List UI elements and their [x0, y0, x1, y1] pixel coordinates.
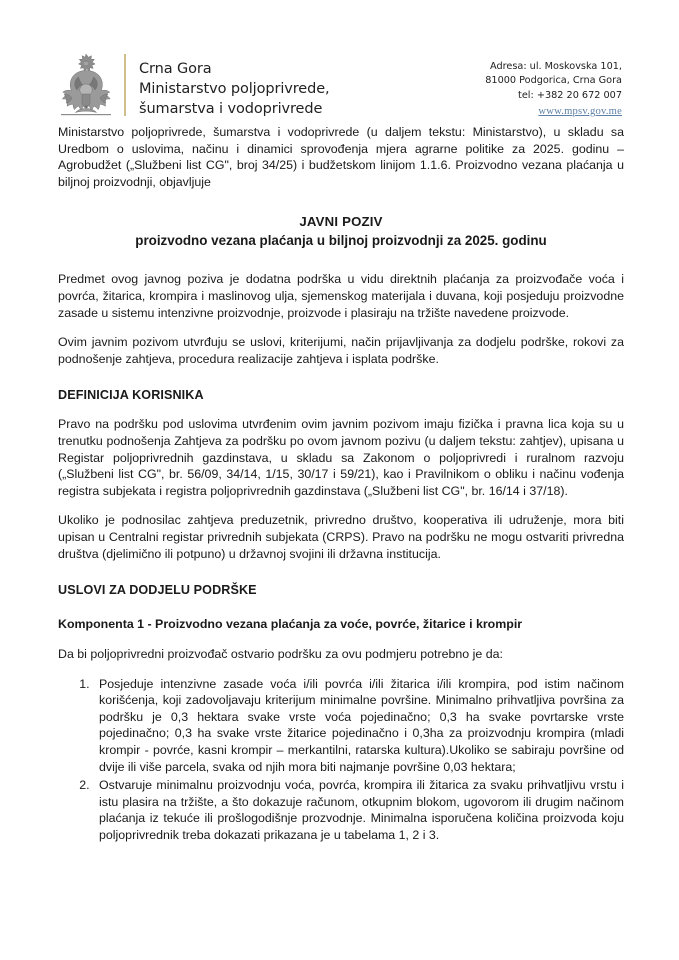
address-line-1: Adresa: ul. Moskovska 101, [490, 61, 622, 72]
ministry-line-1: Ministarstvo poljoprivrede, [139, 80, 330, 97]
heading-user-definition: DEFINICIJA KORISNIKA [58, 388, 204, 403]
requirements-lead-in: Da bi poljoprivredni proizvođač ostvario podršku za ovu podmjeru potrebno je da: [58, 647, 503, 662]
page-subtitle: proizvodno vezana plaćanja u biljnoj proizvodnji za 2025. godinu [135, 233, 547, 249]
scope-paragraph: Ovim javnim pozivom utvrđuju se uslovi, kriterijumi, način prijavljivanja za dodjelu podrške, rokovi za podnošenje zahtjeva, procedura realizacije zahtjeva i isplata podrške. [58, 335, 624, 366]
brand-divider [124, 54, 126, 116]
crps-paragraph: Ukoliko je podnosilac zahtjeva preduzetnik, privredno društvo, kooperativa ili udruženje, mora biti upisan u Centralni registar privrednih subjekata (CRPS). Pravo na podršku ne mogu ostvariti privredna društva (djelimično ili potpuno) u državnoj svojini ili državna institucija. [58, 513, 624, 561]
website-link[interactable]: www.mpsv.gov.me [538, 106, 622, 118]
contact-block [485, 50, 622, 120]
subject-paragraph: Predmet ovog javnog poziva je dodatna podrška u vidu direktnih plaćanja za proizvođače voća i povrća, žitarica, krompira i maslinovog ulja, sjemenskog materijala i duvana, koji posjeduju proizvodne zasade u sistemu intenzivne proizvodnje, proizvode i plasiraju na tržište navedene proizvode. [58, 272, 624, 320]
page-title: JAVNI POZIV [299, 214, 383, 230]
definition-paragraph: Pravo na podršku pod uslovima utvrđenim ovim javnim pozivom imaju fizička i pravna lica koja su u trenutku podnošenja Zahtjeva za podršku po ovom javnom pozivu (u daljem tekstu: zahtjev), upisana u Registar poljoprivrednih gazdinstava, u skladu sa Zakonom o poljoprivredi i ruralnom razvoju („Službeni list CG", br. 56/09, 34/14, 1/15, 30/17 i 59/21), kao i Pravilnikom o obliku i načinu vođenja registra subjekata i registra poljoprivrednih gazdinstava („Službeni list CG", br. 16/14 i 37/18). [58, 417, 624, 498]
title-block [58, 212, 624, 251]
list-item: 1. Posjeduje intenzivne zasade voća i/ili povrća i/ili žitarica i/ili krompira, pod istim načinom korišćenja, koji zadovoljavaju kriterijum minimalne površine. Minimalno prihvatljiva površina za podršku je 0,3 hektara svake vrste voća pojedinačno; 0,3 ha svake povrtarske vrste pojedinačno; 0,3 ha svake vrste žitarice pojedinačno i 0,3ha za proizvodnju krompira (mladi krompir - povrće, kasni krompir – merkantilni, ratarska kultura).Ukoliko se sabiraju površine od dvije ili više parcela, svaka od njih mora biti najmanje površine 0,03 hektara; [93, 676, 624, 776]
requirements-list [58, 676, 624, 844]
subheading-component-1: Komponenta 1 - Proizvodno vezana plaćanja za voće, povrće, žitarice i krompir [58, 617, 523, 632]
ministry-line-2: šumarstva i vodoprivrede [139, 100, 323, 117]
ministry-branding [58, 50, 330, 124]
address-line-2: 81000 Podgorica, Crna Gora [485, 75, 622, 87]
phone-number: tel: +382 20 672 007 [518, 89, 622, 101]
heading-support-conditions: USLOVI ZA DODJELU PODRŠKE [58, 583, 257, 598]
intro-paragraph: Ministarstvo poljoprivrede, šumarstva i vodoprivrede (u daljem tekstu: Ministarstvo), u skladu sa Uredbom o uslovima, načinu i dinamici sprovođenja mjera agrarne politike za 2025. godinu – Agrobudžet („Službeni list CG", broj 34/25) i budžetskom linijom 1.1.6. Proizvodno vezana plaćanja u biljnoj proizvodnji, objavljuje [58, 125, 624, 189]
country-name: Crna Gora [139, 60, 212, 77]
letterhead [0, 0, 679, 124]
document-body [0, 124, 679, 844]
list-item: 2. Ostvaruje minimalnu proizvodnju voća, povrća, krompira ili žitarica za svaku prihvatljivu vrstu i istu plasira na tržište, a što dokazuje računom, otkupnim blokom, ugovorom ili drugim načinom plaćanja iz tekuće ili prošlogodišnje prozvodnje. Minimalna isporučena količina proizvoda koju poljoprivrednik treba dokazati prikazana je u tabelama 1, 2 i 3. [93, 777, 624, 843]
montenegro-coat-of-arms-icon [58, 50, 114, 124]
ministry-name [139, 50, 330, 124]
